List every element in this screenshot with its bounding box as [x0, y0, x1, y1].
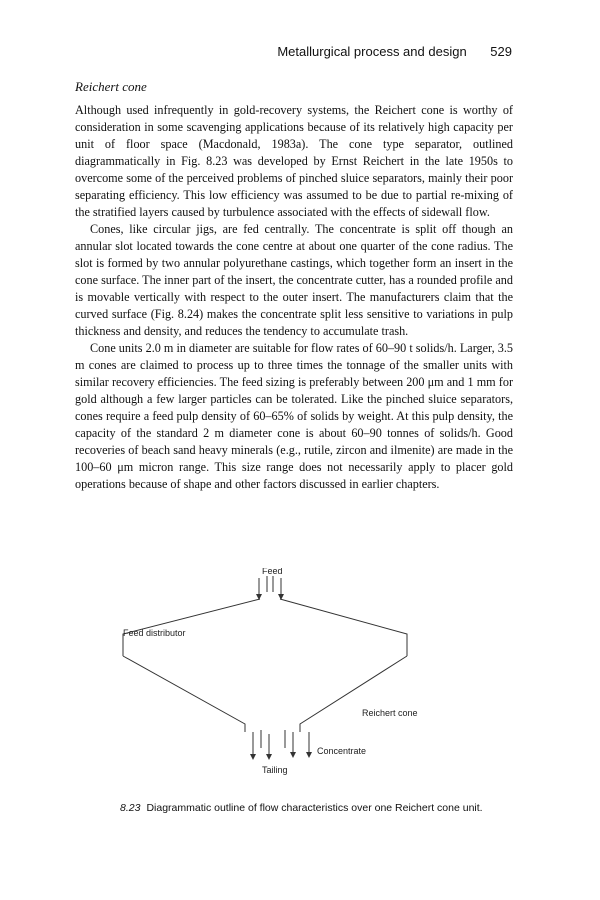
feed-distributor-outline-right [280, 599, 407, 656]
feed-arrowhead-right [278, 594, 284, 600]
reichert-cone-diagram [115, 568, 515, 798]
label-concentrate: Concentrate [317, 746, 367, 756]
body-text [75, 102, 513, 493]
label-tailing: Tailing [262, 765, 288, 775]
concentrate-arrowhead-2 [306, 752, 312, 758]
paragraph-1: Although used infrequently in gold-recovery systems, the Reichert cone is worthy of consideration in some scavenging applications because of its relatively high capacity per unit of floor space (Macdonald, 1983a). The cone type separator, outlined diagrammatically in Fig. 8.23 was developed by Ernst Reichert in the late 1950s to overcome some of the perceived problems of pinched sluice separators, mainly their poor separating efficiency. This low efficiency was assumed to be due to partial re-mixing of the stratified layers caused by turbulence associated with the effects of sidewall flow. [75, 103, 513, 219]
figure-caption [120, 802, 520, 814]
figure-caption-text: Diagrammatic outline of flow characteristics over one Reichert cone unit. [146, 802, 483, 814]
tailing-arrowhead-1 [250, 754, 256, 760]
feed-arrowhead-left [256, 594, 262, 600]
reichert-cone-outline-right [300, 656, 407, 732]
label-feed-distributor: Feed distributor [123, 628, 186, 638]
concentrate-arrowhead-1 [290, 752, 296, 758]
running-title: Metallurgical process and design [277, 44, 467, 59]
paragraph-2: Cones, like circular jigs, are fed centrally. The concentrate is split off though an annular slot located towards the cone centre at about one quarter of the cone radius. The slot is formed by two annular polyurethane castings, which together form an insert in the cone surface. The inner part of the insert, the concentrate cutter, has a rounded profile and is movable vertically with respect to the outer insert. The manufacturers claim that the curved surface (Fig. 8.24) makes the concentrate split less sensitive to variations in pulp thickness and density, and reduces the tendency to accumulate trash. [75, 222, 513, 338]
section-heading: Reichert cone [75, 79, 147, 94]
figure-reichert-cone-diagram [115, 568, 515, 798]
paragraph-3: Cone units 2.0 m in diameter are suitable for flow rates of 60–90 t solids/h. Larger, 3.5 m cones are claimed to process up to three times the tonnage of the smaller units with similar recovery efficiencies. The feed sizing is preferably between 200 μm and 1 mm for gold although a few larger particles can be tolerated. Like the pinched sluice separators, cones require a feed pulp density of 60–65% of solids by weight. At this pulp density, the capacity of the standard 2 m diameter cone is about 60–90 tonnes of solids/h. Good recoveries of beach sand heavy minerals (e.g., rutile, zircon and ilmenite) are made in the 100–60 μm micron range. This size range does not necessarily apply to placer gold operations because of shape and other factors discussed in earlier chapters. [75, 341, 513, 491]
figure-number: 8.23 [120, 802, 141, 814]
page-number: 529 [490, 44, 512, 59]
tailing-arrowhead-2 [266, 754, 272, 760]
label-reichert-cone: Reichert cone [362, 708, 418, 718]
label-feed: Feed [262, 568, 283, 576]
running-header [277, 44, 512, 59]
reichert-cone-outline-left [123, 656, 245, 732]
